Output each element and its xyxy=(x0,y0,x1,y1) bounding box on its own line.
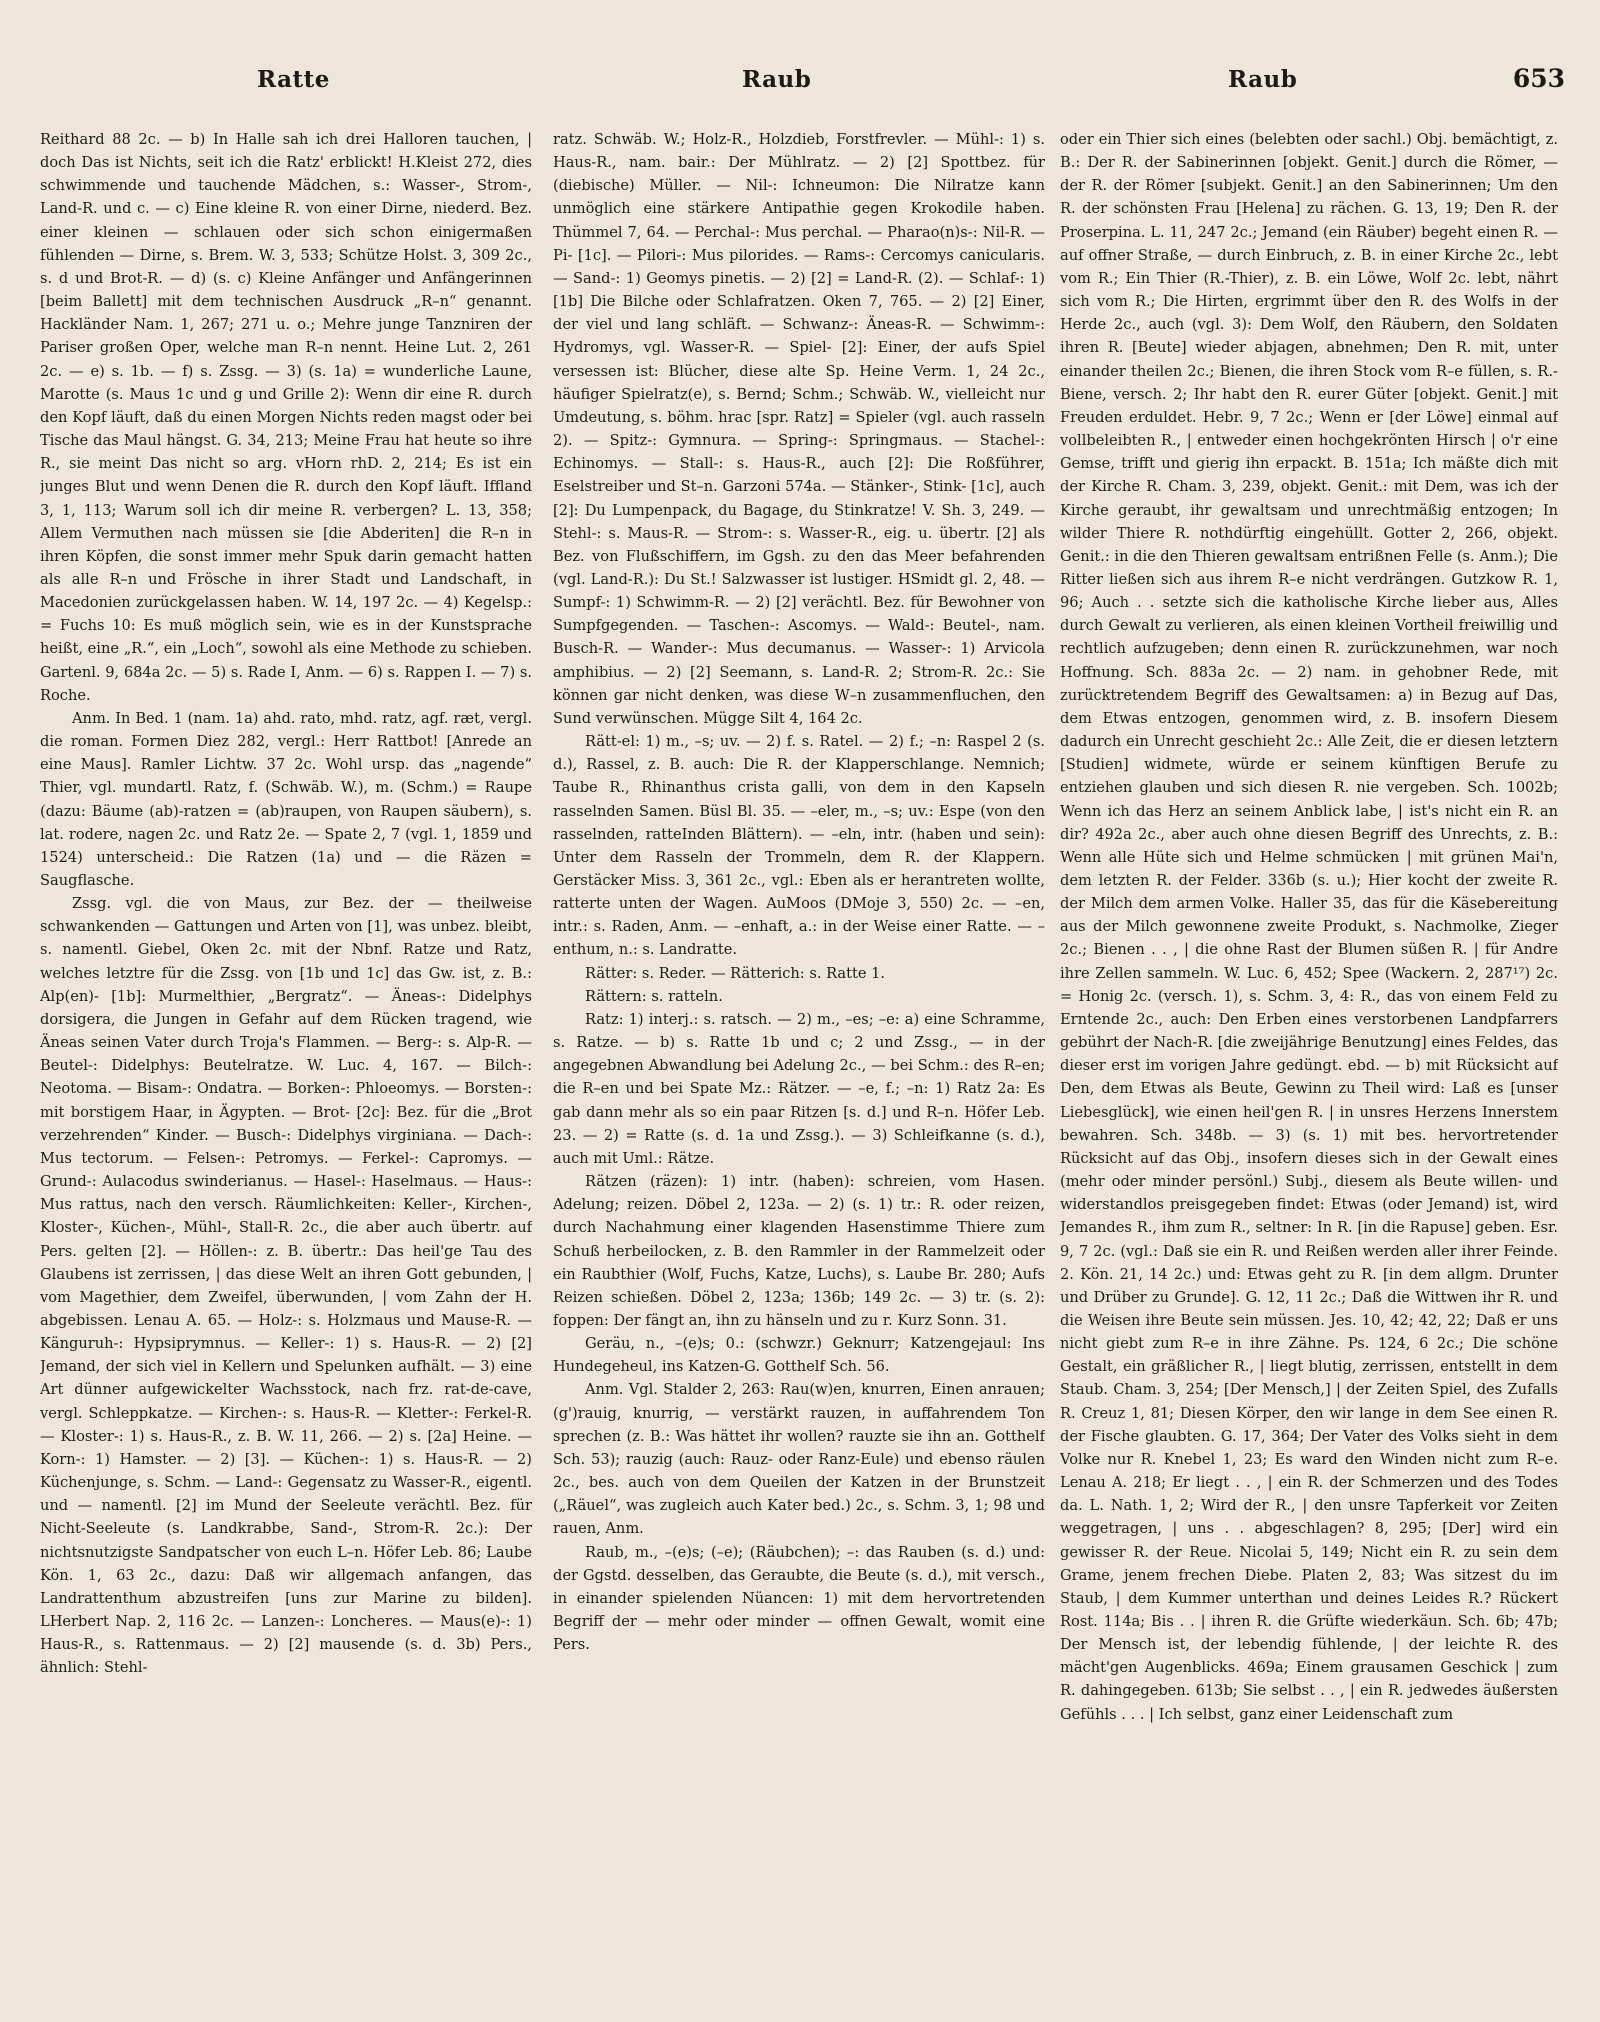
column-1-paragraph-3: Zssg. vgl. die von Maus, zur Bez. der — theilweise schwankenden — Gattungen und Arten von [1], was unbez. bleibt, s. namentl. Giebel, Oken 2c. mit der Nbnf. Ratze und Ratz, welches letztre für die Zssg. von [1b und 1c] das Gw. ist, z. B.: Alp(en)- [1b]: Murmelthier, „Bergratz“. — Äneas-: Didelphys dorsigera, die Jungen in Gefahr auf dem Rücken tragend, wie Äneas seinen Vater durch Troja's Flammen. — Berg-: s. Alp-R. — Beutel-: Didelphys: Beutelratze. W. Luc. 4, 167. — Bilch-: Neotoma. — Bisam-: Ondatra. — Borken-: Phloeomys. — Borsten-: mit borstigem Haar, in Ägypten. — Brot- [2c]: Bez. für die „Brot verzehrenden“ Kinder. — Busch-: Didelphys virginiana. — Dach-: Mus tectorum. — Felsen-: Petromys. — Ferkel-: Capromys. — Grund-: Aulacodus swinderianus. — Hasel-: Haselmaus. — Haus-: Mus rattus, nach den versch. Räumlichkeiten: Keller-, Kirchen-, Kloster-, Küchen-, Mühl-, Stall-R. 2c., die aber auch übertr. auf Pers. gelten [2]. — Höllen-: z. B. übertr.: Das heil'ge Tau des Glaubens ist zerrissen, | das diese Welt an ihren Gott gebunden, | vom Magethier, dem Zweifel, überwunden, | vom Zahn der H. abgebissen. Lenau A. 65. — Holz-: s. Holzmaus und Mause-R. — Känguruh-: Hypsiprymnus. — Keller-: 1) s. Haus-R. — 2) [2] Jemand, der sich viel in Kellern und Spelunken aufhält. — 3) eine Art dünner aufgewickelter Wachsstock, nach frz. rat-de-cave, vergl. Schleppkatze. — Kirchen-: s. Haus-R. — Kletter-: Ferkel-R. — Kloster-: 1) s. Haus-R., z. B. W. 11, 266. — 2) s. [2a] Heine. — Korn-: 1) Hamster. — 2) [3]. — Küchen-: 1) s. Haus-R. — 2) Küchenjunge, s. Schm. — Land-: Gegensatz zu Wasser-R., eigentl. und — namentl. [2] im Mund der Seeleute verächtl. Bez. für Nicht-Seeleute (s. Landkrabbe, Sand-, Strom-R. 2c.): Der nichtsnutzigste Sandpatscher von euch L–n. Höfer Leb. 86; Laube Kön. 1, 63 2c., dazu: Daß wir allgemach anfangen, das Landrattenthum abzustreifen [uns zur Marine zu bilden]. LHerbert Nap. 2, 116 2c. — Lanzen-: Loncheres. — Maus(e)-: 1) Haus-R., s. Rattenmaus. — 2) [2] mausende (s. d. 3b) Pers., ähnlich: Stehl- xyxy=(40,895,532,1677)
text-column-1 xyxy=(40,128,532,1998)
center-running-head: Raub xyxy=(742,66,812,93)
column-3-paragraph-1: oder ein Thier sich eines (belebten oder sachl.) Obj. bemächtigt, z. B.: Der R. der Sabinerinnen [objekt. Genit.] durch die Römer, — der R. der Römer [subjekt. Genit.] an den Sabinerinnen; Um den R. der schönsten Frau [Helena] zu rächen. G. 13, 19; Den R. der Proserpina. L. 11, 247 2c.; Jemand (ein Räuber) begeht einen R. — auf offner Straße, — durch Einbruch, z. B. in einer Kirche 2c., lebt vom R.; Ein Thier (R.-Thier), z. B. ein Löwe, Wolf 2c. lebt, nährt sich vom R.; Die Hirten, ergrimmt über den R. des Wolfs in der Herde 2c., auch (vgl. 3): Dem Wolf, den Räubern, den Soldaten ihren R. [Beute] wieder abjagen, abnehmen; Den R. mit, unter einander theilen 2c.; Bienen, die ihren Stock vom R–e füllen, s. R.-Biene, versch. 2; Ihr habt den R. eurer Güter [objekt. Genit.] mit Freuden erduldet. Hebr. 9, 7 2c.; Wenn er [der Löwe] einmal auf vollbeleibten R., | entweder einen hochgekrönten Hirsch | o'r eine Gemse, trifft und gierig ihn erpackt. B. 151a; Ich mäßte dich mit der Kirche R. Cham. 3, 239, objekt. Genit.: mit Dem, was ich der Kirche geraubt, ihr gewaltsam und unrechtmäßig entzogen; In wilder Thiere R. nothdürftig eingehüllt. Gotter 2, 266, objekt. Genit.: in die den Thieren gewaltsam entrißnen Felle (s. Anm.); Die Ritter ließen sich aus ihrem R–e nicht verdrängen. Gutzkow R. 1, 96; Auch . . setzte sich die katholische Kirche lieber aus, Alles durch Gewalt zu verlieren, als einen kleinen Vortheil freiwillig und rechtlich aufzugeben; denn einen R. zurückzunehmen, war noch Hoffnung. Sch. 883a 2c. — 2) nam. in gehobner Rede, mit zurücktretendem Begriff des Gewaltsamen: a) in Bezug auf Das, dem Etwas entzogen, genommen wird, z. B. insofern Diesem dadurch ein Unrecht geschieht 2c.: Alle Zeit, die er diesen letztern [Studien] widmete, würde er seinem künftigen Berufe zu entziehen glauben und sich diesen R. nie vergeben. Sch. 1002b; Wenn ich das Herz an seinem Anblick labe, | ist's nicht ein R. an dir? 492a 2c., aber auch ohne diesen Begriff des Unrechts, z. B.: Wenn alle Hüte sich und Helme schmücken | mit grünen Mai'n, dem letzten R. der Felder. 336b (s. u.); Hier kocht der zweite R. der Milch dem armen Volke. Haller 35, das für die Käsebereitung aus der Milch gewonnene zweite Produkt, s. Nachmolke, Zieger 2c.; Bienen . . , | die ohne Rast der Blumen süßen R. | für Andre ihre Zellen sammeln. W. Luc. 6, 452; Spee (Wackern. 2, 287¹⁷) 2c. = Honig 2c. (versch. 1), s. Schm. 3, 4: R., das von einem Feld zu Erntende 2c., auch: Den Erben eines verstorbenen Landpfarrers gebührt der Nach-R. [die zweijährige Benutzung] eines Feldes, das dieser erst im vorigen Jahre gedüngt. ebd. — b) mit Rücksicht auf Den, dem Etwas als Beute, Gewinn zu Theil wird: Laß es [unser Liebesglück], wie einen heil'gen R. | in unsres Herzens Innerstem bewahren. Sch. 348b. — 3) (s. 1) mit bes. hervortretender Rücksicht auf das Obj., insofern dieses sich in der Gewalt eines (mehr oder minder persönl.) Subj., diesem als Beute willen- und widerstandlos preisgegeben findet: Etwas (oder Jemand) ist, wird Jemandes R., ihm zum R., seltner: In R. [in die Rapuse] geben. Esr. 9, 7 2c. (vgl.: Daß sie ein R. und Reißen werden aller ihrer Feinde. 2. Kön. 21, 14 2c.) und: Etwas geht zu R. [in dem allgm. Drunter und Drüber zu Grunde]. G. 12, 11 2c.; Daß die Wittwen ihr R. und die Weisen ihre Beute sein müssen. Jes. 10, 42; 42, 22; Daß er uns nicht giebt zum R–e in ihre Zähne. Ps. 124, 6 2c.; Die schöne Gestalt, ein gräßlicher R., | liegt blutig, zerrissen, entstellt in dem Staub. Cham. 3, 254; [Der Mensch,] | der Zeiten Spiel, des Zufalls R. Creuz 1, 81; Diesen Körper, den wir lange in dem See einen R. der Fische glaubten. G. 17, 364; Der Vater des Volks sieht in dem Volke nur R. Knebel 1, 23; Es ward den Winden nicht zum R–e. Lenau A. 218; Er liegt . . , | ein R. der Schmerzen und des Todes da. L. Nath. 1, 2; Wird der R., | den unsre Tapferkeit vor Zeiten weggetragen, | uns . . abgeschlagen? 8, 295; [Der] wird ein gewisser R. der Reue. Nicolai 5, 149; Nicht ein R. zu sein dem Grame, jenem frechen Diebe. Platen 2, 83; Was sitzest du im Staub, | dem Kummer unterthan und deines Leides R.? Rückert Rost. 114a; Bis . . | ihren R. die Grüfte wiederkäun. Sch. 6b; 47b; Der Mensch ist, der lebendig fühlende, | der leichte R. des mächt'gen Augenblicks. 469a; Einem grausamen Geschick | zum R. dahingegeben. 613b; Sie selbst . . , | ein R. jedwedes äußersten Gefühls . . . | Ich selbst, ganz einer Leidenschaft zum xyxy=(1060,131,1558,1723)
column-2-paragraph-7: Geräu, n., –(e)s; 0.: (schwzr.) Geknurr; Katzengejaul: Ins Hundegeheul, ins Katzen-G. Gotthelf Sch. 56. xyxy=(553,1335,1045,1376)
left-running-head: Ratte xyxy=(257,66,330,93)
page-number: 653 xyxy=(1512,64,1565,93)
column-1-paragraph-1: Reithard 88 2c. — b) In Halle sah ich drei Halloren tauchen, | doch Das ist Nichts, seit ich die Ratz' erblickt! H.Kleist 272, dies schwimmende und tauchende Mädchen, s.: Wasser-, Strom-, Land-R. und c. — c) Eine kleine R. von einer Dirne, niederd. Bez. einer kleinen — schlauen oder sich schon einigermaßen fühlenden — Dirne, s. Brem. W. 3, 533; Schütze Holst. 3, 309 2c., s. d und Brot-R. — d) (s. c) Kleine Anfänger und Anfängerinnen [beim Ballett] mit dem technischen Ausdruck „R–n“ genannt. Hackländer Nam. 1, 267; 271 u. o.; Mehre junge Tanzniren der Pariser großen Oper, welche man R–n nennt. Heine Lut. 2, 261 2c. — e) s. 1b. — f) s. Zssg. — 3) (s. 1a) = wunderliche Laune, Marotte (s. Maus 1c und g und Grille 2): Wenn dir eine R. durch den Kopf läuft, daß du einen Morgen Nichts reden magst oder bei Tische das Maul hängst. G. 34, 213; Meine Frau hat heute so ihre R., sie meint Das nicht so arg. vHorn rhD. 2, 214; Es ist ein junges Blut und wenn Denen die R. durch den Kopf läuft. Iffland 3, 1, 113; Warum soll ich dir meine R. verbergen? L. 13, 358; Allem Vermuthen nach müssen sie [die Abderiten] die R–n in ihren Köpfen, die sonst immer mehr Spuk darin gemacht hatten als alle R–n und Frösche in ihrer Stadt und Landschaft, in Macedonien zurückgelassen haben. W. 14, 197 2c. — 4) Kegelsp.: = Fuchs 10: Es muß möglich sein, wie es in der Kunstsprache heißt, eine „R.“, ein „Loch“, sowohl als eine Methode zu schieben. Gartenl. 9, 684a 2c. — 5) s. Rade I, Anm. — 6) s. Rappen I. — 7) s. Roche. xyxy=(40,131,532,704)
page-header xyxy=(40,62,1565,102)
column-2-paragraph-5: Ratz: 1) interj.: s. ratsch. — 2) m., –es; –e: a) eine Schramme, s. Ratze. — b) s. Ratte 1b und c; 2 und Zssg., — in der angegebnen Abwandlung bei Adelung 2c., — bei Schm.: des R–en; die R–en und bei Spate Mz.: Rätzer. — –e, f.; –n: 1) Ratz 2a: Es gab dann mehr als so ein paar Ritzen [s. d.] und R–n. Höfer Leb. 23. — 2) = Ratte (s. d. 1a und Zssg.). — 3) Schleifkanne (s. d.), auch mit Uml.: Rätze. xyxy=(553,1010,1045,1167)
column-2-paragraph-4: Rättern: s. ratteln. xyxy=(585,987,723,1005)
column-2-paragraph-2: Rätt-el: 1) m., –s; uv. — 2) f. s. Ratel. — 2) f.; –n: Raspel 2 (s. d.), Rassel, z. B. auch: Die R. der Klapperschlange. Nemnich; Taube R., Rhinanthus crista galli, von dem in den Kapseln rasselnden Samen. Büsl Bl. 35. — –eler, m., –s; uv.: Espe (von den rasselnden, ratteInden Blättern). — –eln, intr. (haben und sein): Unter dem Rasseln der Trommeln, dem R. der Klappern. Gerstäcker Miss. 3, 361 2c., vgl.: Eben als er herantreten wollte, ratterte unten der Wagen. AuMoos (DMoje 3, 550) 2c. — –en, intr.: s. Raden, Anm. — –enhaft, a.: in der Weise einer Ratte. — –enthum, n.: s. Landratte. xyxy=(553,733,1045,959)
column-2-paragraph-6: Rätzen (räzen): 1) intr. (haben): schreien, vom Hasen. Adelung; reizen. Döbel 2, 123a. — 2) (s. 1) tr.: R. oder reizen, durch Nachahmung einer klagenden Hasenstimme Thiere zum Schuß herbeilocken, z. B. den Rammler in der Rammelzeit oder ein Raubthier (Wolf, Fuchs, Katze, Luchs), s. Laube Br. 280; Aufs Reizen schießen. Döbel 2, 123a; 136b; 149 2c. — 3) tr. (s. 2): foppen: Der fängt an, ihn zu hänseln und zu r. Kurz Sonn. 31. xyxy=(553,1173,1045,1329)
column-1-paragraph-2: Anm. In Bed. 1 (nam. 1a) ahd. rato, mhd. ratz, agf. ræt, vergl. die roman. Formen Diez 282, vergl.: Herr Rattbot! [Anrede an eine Maus]. Ramler Lichtw. 37 2c. Wohl ursp. das „nagende“ Thier, vgl. mundartl. Ratz, f. (Schwäb. W.), m. (Schm.) = Raupe (dazu: Bäume (ab)-ratzen = (ab)raupen, von Raupen säubern), s. lat. rodere, nagen 2c. und Ratz 2e. — Spate 2, 7 (vgl. 1, 1859 und 1524) unterscheid.: Die Ratzen (1a) und — die Räzen = Saugflasche. xyxy=(40,709,532,889)
column-2-paragraph-8: Anm. Vgl. Stalder 2, 263: Rau(w)en, knurren, Einen anrauen; (g')rauig, knurrig, — verstärkt rauzen, in auffahrendem Ton sprechen (z. B.: Was hättet ihr wollen? rauzte sie ihn an. Gotthelf Sch. 53); rauzig (auch: Rauz- oder Ranz-Eule) und ebenso räulen 2c., bes. auch von dem Queilen der Katzen in der Brunstzeit („Räuel“, was zugleich auch Kater bed.) 2c., s. Schm. 3, 1; 98 und rauen, Anm. xyxy=(553,1381,1045,1538)
column-2-paragraph-9: Raub, m., –(e)s; (–e); (Räubchen); –: das Rauben (s. d.) und: der Ggstd. desselben, das Geraubte, die Beute (s. d.), mit versch., in einander spielenden Nüancen: 1) mit dem hervortretenden Begriff der — mehr oder minder — offnen Gewalt, womit eine Pers. xyxy=(553,1543,1045,1654)
text-column-2 xyxy=(553,128,1045,1998)
column-2-paragraph-1: ratz. Schwäb. W.; Holz-R., Holzdieb, Forstfrevler. — Mühl-: 1) s. Haus-R., nam. bair.: Der Mühlratz. — 2) [2] Spottbez. für (diebische) Müller. — Nil-: Ichneumon: Die Nilratze kann unmöglich eine stärkere Antipathie gegen Krokodile haben. Thümmel 7, 64. — Perchal-: Mus perchal. — Pharao(n)s-: Nil-R. — Pi- [1c]. — Pilori-: Mus pilorides. — Rams-: Cercomys canicularis. — Sand-: 1) Geomys pinetis. — 2) [2] = Land-R. (2). — Schlaf-: 1) [1b] Die Bilche oder Schlafratzen. Oken 7, 765. — 2) [2] Einer, der viel und lang schläft. — Schwanz-: Äneas-R. — Schwimm-: Hydromys, vgl. Wasser-R. — Spiel- [2]: Einer, der aufs Spiel versessen ist: Blücher, diese alte Sp. Heine Verm. 1, 24 2c., häufiger Spielratz(e), s. Bernd; Schm.; Schwäb. W., vielleicht nur Umdeutung, s. böhm. hrac [spr. Ratz] = Spieler (vgl. auch rasseln 2). — Spitz-: Gymnura. — Spring-: Springmaus. — Stachel-: Echinomys. — Stall-: s. Haus-R., auch [2]: Die Roßführer, Eselstreiber und St–n. Garzoni 574a. — Stänker-, Stink- [1c], auch [2]: Du Lumpenpack, du Bagage, du Stinkratze! V. Sh. 3, 249. — Stehl-: s. Maus-R. — Strom-: s. Wasser-R., eig. u. übertr. [2] als Bez. von Flußschiffern, im Ggsh. zu den das Meer befahrenden (vgl. Land-R.): Du St.! Salzwasser ist lustiger. HSmidt gl. 2, 48. — Sumpf-: 1) Schwimm-R. — 2) [2] verächtl. Bez. für Bewohner von Sumpfgegenden. — Taschen-: Ascomys. — Wald-: Beutel-, nam. Busch-R. — Wander-: Mus decumanus. — Wasser-: 1) Arvicola amphibius. — 2) [2] Seemann, s. Land-R. 2; Strom-R. 2c.: Sie können gar nicht denken, was diese W–n zusammenfluchen, den Sund verwünschen. Mügge Silt 4, 164 2c. xyxy=(553,131,1045,727)
right-running-head: Raub xyxy=(1228,66,1298,93)
column-2-paragraph-3: Rätter: s. Reder. — Rätterich: s. Ratte 1. xyxy=(585,964,886,982)
text-column-3 xyxy=(1060,128,1558,1998)
